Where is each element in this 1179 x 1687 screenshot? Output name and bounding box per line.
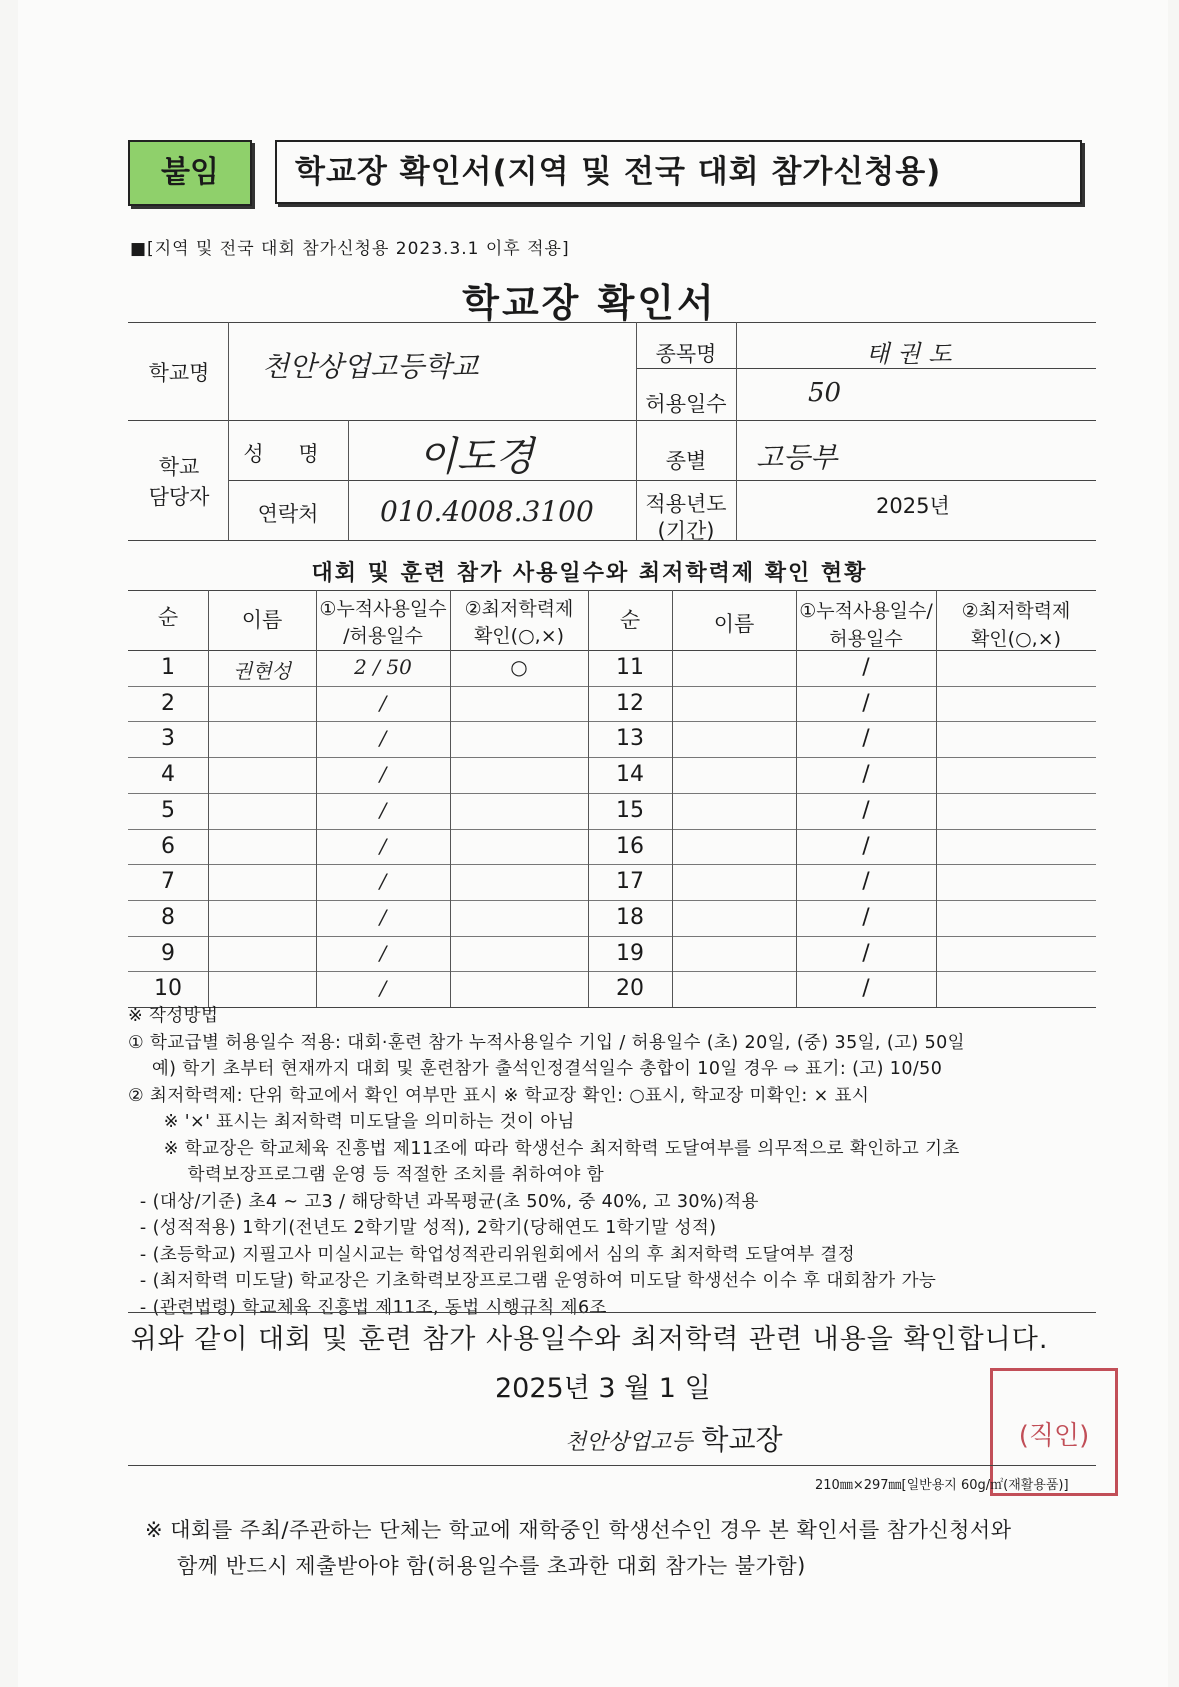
confirmation-statement: 위와 같이 대회 및 훈련 참가 사용일수와 최저학력 관련 내용을 확인합니다. [130, 1324, 1049, 1355]
days-used-left: / [379, 797, 387, 822]
row-number-left: 6 [161, 833, 175, 859]
roster-row-divider [128, 900, 1096, 901]
info-table-vline [348, 420, 349, 540]
header-days-left-1: ①누적사용일수 [319, 598, 447, 620]
page-title: 학교장 확인서 [462, 281, 717, 325]
contact-person-label: 학교 담당자 [148, 455, 210, 509]
days-used-right: / [862, 976, 870, 1002]
row-number-right: 11 [616, 655, 644, 680]
notes-line: ※ 학교장은 학교체육 진흥법 제11조에 따라 학생선수 최저학력 도달여부를 의무적으로 확인하고 기초 [128, 1138, 960, 1159]
days-used-right: / [862, 726, 870, 752]
footer-line-1: ※ 대회를 주최/주관하는 단체는 학교에 재학중인 학생선수인 경우 본 확인서를 참가신청서와 [145, 1518, 1012, 1542]
instructions-notes [128, 1003, 1088, 1321]
notes-line: 학력보장프로그램 운영 등 적절한 조치를 취하여야 함 [128, 1165, 605, 1185]
roster-row-divider [128, 829, 1096, 830]
row-number-left: 1 [161, 655, 175, 680]
notes-line: ② 최저학력제: 단위 학교에서 확인 여부만 표시 ※ 학교장 확인: ○표시, 학교장 미확인: × 표시 [128, 1085, 870, 1106]
roster-top-border [128, 590, 1096, 591]
row-number-right: 15 [616, 797, 644, 823]
row-number-right: 20 [616, 976, 644, 1002]
roster-column-divider [450, 590, 451, 1007]
header-no-left: 순 [157, 605, 179, 629]
event-value: 태권도 [866, 340, 960, 368]
days-used-right: / [862, 655, 870, 680]
header-name-right: 이름 [713, 612, 755, 636]
days-used-left: / [379, 833, 387, 858]
info-table-subrow-divider [228, 480, 1096, 481]
roster-row-divider [128, 757, 1096, 758]
roster-row-divider [128, 971, 1096, 972]
notes-line: - (최저학력 미도달) 학교장은 기초학력보장프로그램 운영하여 미도달 학생선수 이수 후 대회참가 가능 [128, 1271, 937, 1291]
header-days-right-1: ①누적사용일수/ [799, 600, 933, 622]
days-used-left: / [379, 762, 387, 787]
seal-text: (직인) [1018, 1421, 1090, 1451]
row-number-left: 5 [161, 797, 175, 823]
row-number-right: 17 [616, 869, 644, 895]
header-academic-left-2: 확인(○,×) [473, 625, 565, 647]
days-used-right: / [862, 690, 870, 716]
days-used-right: / [862, 797, 870, 823]
roster-row-divider [128, 936, 1096, 937]
row-number-left: 9 [161, 940, 175, 966]
name-value: 이도경 [418, 434, 534, 480]
name-label: 성 명 [243, 442, 333, 466]
notes-line: - (성적적용) 1학기(전년도 2학기말 성적), 2학기(당해연도 1학기말 성적) [128, 1218, 717, 1238]
row-number-right: 16 [616, 833, 644, 859]
days-used-left: / [379, 940, 387, 965]
year-value: 2025년 [876, 494, 950, 518]
days-used-right: / [862, 940, 870, 966]
principal-signature [565, 1418, 783, 1458]
event-label: 종목명 [655, 342, 717, 366]
row-number-right: 13 [616, 726, 644, 752]
notes-line: ※ '×' 표시는 최저학력 미도달을 의미하는 것이 아님 [128, 1112, 575, 1132]
days-used-left: / [379, 976, 387, 1001]
days-used-left: / [379, 726, 387, 751]
applicability-note: ■[지역 및 전국 대회 참가신청용 2023.3.1 이후 적용] [130, 239, 570, 259]
days-used-left: / [379, 869, 387, 894]
header-academic-right-2: 확인(○,×) [970, 628, 1062, 650]
info-table-bottom-border [128, 540, 1096, 541]
row-number-left: 4 [161, 762, 175, 788]
header-no-right: 순 [619, 608, 641, 632]
notes-line: 예) 학기 초부터 현재까지 대회 및 훈련참가 출석인정결석일수 총합이 10일 경우 ⇨ 표기: (고) 10/50 [128, 1059, 943, 1079]
signature-bottom-border [128, 1465, 1096, 1466]
roster-row-divider [128, 864, 1096, 865]
header-academic-right-1: ②최저학력제 [961, 600, 1071, 622]
row-number-left: 3 [161, 726, 175, 752]
row-number-left: 2 [161, 690, 175, 716]
roster-column-divider [672, 590, 673, 1007]
notes-bottom-border [128, 1312, 1096, 1313]
row-number-left: 10 [154, 976, 182, 1002]
days-used-left: / [379, 690, 387, 715]
player-name-left: 권현성 [233, 659, 291, 683]
paper-spec: 210㎜×297㎜[일반용지 60g/㎡(재활용품)] [815, 1478, 1069, 1493]
notes-line: ① 학교급별 허용일수 적용: 대회·훈련 참가 누적사용일수 기입 / 허용일수 (초) 20일, (중) 35일, (고) 50일 [128, 1032, 965, 1053]
row-number-left: 8 [161, 904, 175, 930]
header-days-left-2: /허용일수 [343, 625, 423, 647]
days-used-right: / [862, 869, 870, 895]
info-table-top-border [128, 322, 1096, 323]
year-label: 적용년도 [645, 492, 727, 516]
days-used-right: / [862, 762, 870, 788]
days-used-right: / [862, 833, 870, 859]
header-academic-left-1: ②최저학력제 [464, 598, 574, 620]
category-value: 고등부 [756, 441, 838, 474]
footer-note [145, 1512, 1075, 1584]
form-title-box: 학교장 확인서(지역 및 전국 대회 참가신청용) [275, 140, 1082, 204]
row-number-left: 7 [161, 869, 175, 895]
notes-line: - (초등학교) 지필고사 미실시교는 학업성적관리위원회에서 심의 후 최저학력 도달여부 결정 [128, 1244, 856, 1265]
days-used-right: / [862, 904, 870, 930]
info-table-vline [736, 322, 737, 540]
header-name-left: 이름 [241, 608, 283, 632]
notes-line: - (대상/기준) 초4 ~ 고3 / 해당학년 과목평균(초 50%, 중 40%, 고 30%)적용 [128, 1191, 759, 1212]
roster-row-divider [128, 686, 1096, 687]
attachment-tag: 붙임 [128, 140, 252, 206]
roster-section-title: 대회 및 훈련 참가 사용일수와 최저학력제 확인 현황 [311, 561, 868, 586]
category-label: 종별 [665, 449, 707, 473]
year-label-sub: (기간) [657, 519, 715, 543]
allowed-days-value: 50 [808, 378, 842, 408]
footer-line-2: 함께 반드시 제출받아야 함(허용일수를 초과한 대회 참가는 불가함) [177, 1554, 806, 1578]
principal-school-handwritten: 천안상업고등 [565, 1430, 693, 1455]
days-used-left: 2 / 50 [354, 655, 412, 679]
principal-title: 학교장 [701, 1423, 783, 1456]
allowed-days-label: 허용일수 [645, 392, 727, 416]
phone-label: 연락처 [257, 502, 319, 526]
notes-heading: ※ 작성방법 [128, 1006, 219, 1026]
school-label: 학교명 [148, 361, 210, 385]
row-number-right: 19 [616, 940, 644, 966]
row-number-right: 18 [616, 904, 644, 930]
notes-line: - (관련법령) 학교체육 진흥법 제11조, 동법 시행규칙 제6조 [128, 1297, 607, 1318]
phone-value: 010.4008.3100 [380, 495, 594, 528]
row-number-right: 14 [616, 762, 644, 788]
info-table-row-divider [128, 420, 1096, 421]
roster-row-divider [128, 793, 1096, 794]
school-value: 천안상업고등학교 [262, 350, 479, 383]
header-days-right-2: 허용일수 [829, 628, 903, 650]
academic-check-left: ○ [510, 655, 528, 679]
days-used-left: / [379, 904, 387, 929]
roster-row-divider [128, 721, 1096, 722]
confirmation-date: 2025년 3 월 1 일 [495, 1373, 711, 1404]
roster-column-divider [208, 590, 209, 1007]
row-number-right: 12 [616, 690, 644, 716]
